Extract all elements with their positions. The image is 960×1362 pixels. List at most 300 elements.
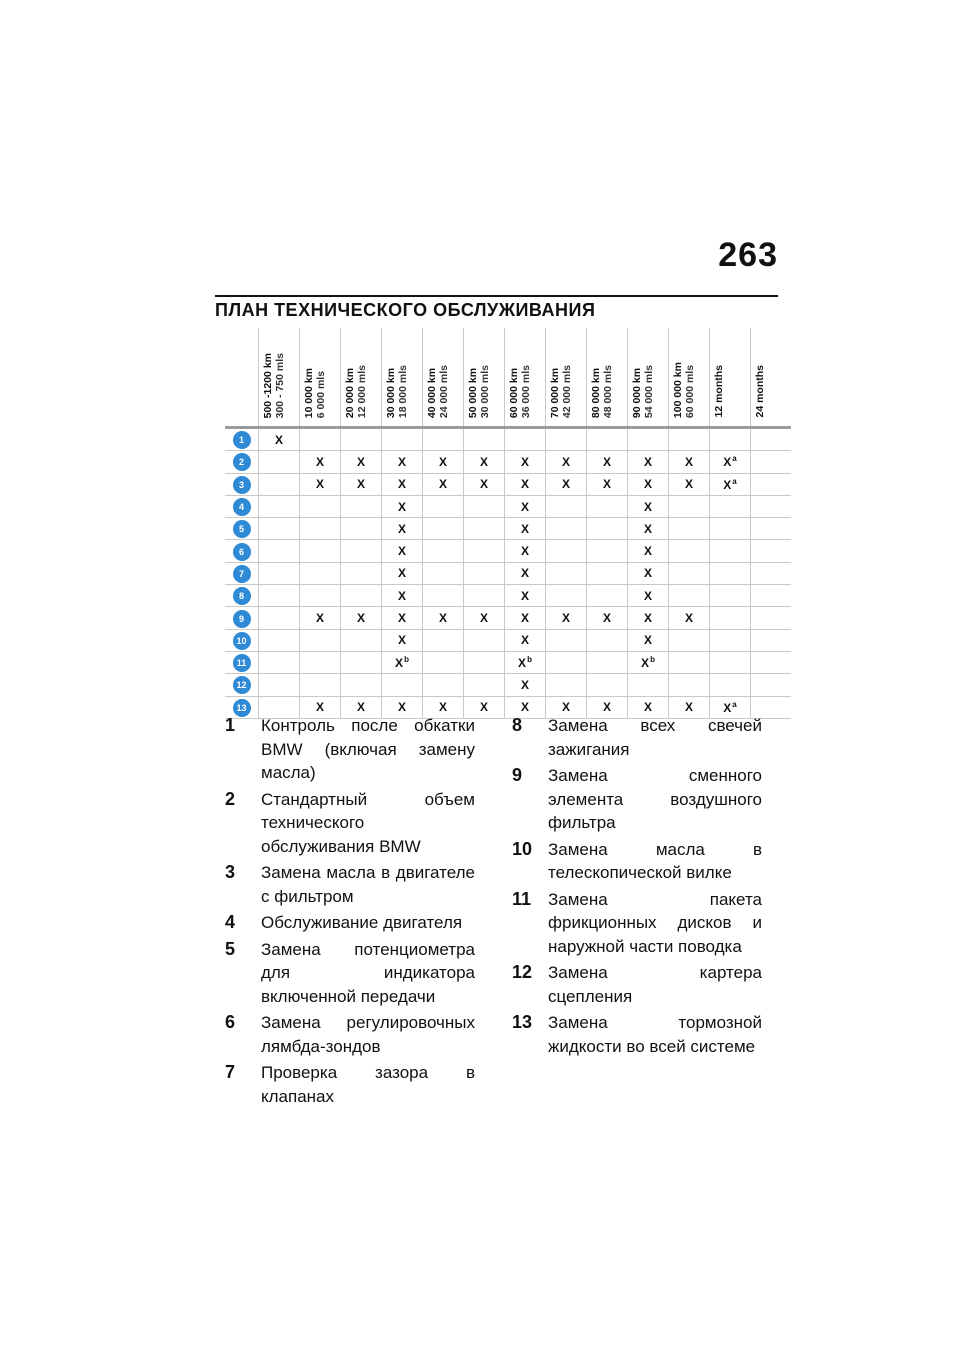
- schedule-cell: [751, 495, 792, 517]
- legend-item: [225, 1061, 475, 1108]
- interval-header: [300, 328, 341, 428]
- interval-km-label: 24 months: [754, 365, 766, 418]
- service-mark: X: [520, 677, 529, 692]
- schedule-cell: [546, 540, 587, 562]
- legend-right-column: [512, 714, 762, 1061]
- header-corner: [225, 328, 259, 428]
- row-number-badge: 6: [233, 543, 251, 561]
- schedule-cell: [587, 562, 628, 584]
- schedule-cell: [382, 674, 423, 696]
- row-badge-cell: [225, 451, 259, 473]
- service-mark: X: [643, 454, 652, 469]
- service-mark: X: [518, 656, 527, 671]
- schedule-cell: [464, 473, 505, 495]
- schedule-row: [225, 585, 791, 607]
- schedule-cell: [505, 629, 546, 651]
- schedule-cell: [669, 518, 710, 540]
- row-badge-cell: [225, 629, 259, 651]
- legend-number: 10: [512, 838, 533, 859]
- service-mark: X: [356, 700, 365, 715]
- schedule-cell: [423, 585, 464, 607]
- service-mark: X: [684, 454, 693, 469]
- service-mark: X: [397, 544, 406, 559]
- schedule-cell: [259, 495, 300, 517]
- service-mark: X: [520, 521, 529, 536]
- schedule-cell: [546, 674, 587, 696]
- interval-mls-label: 54 000 mls: [643, 364, 655, 418]
- schedule-cell: [382, 629, 423, 651]
- schedule-cell: [546, 562, 587, 584]
- row-badge-cell: [225, 607, 259, 629]
- schedule-cell: [546, 629, 587, 651]
- schedule-cell: [300, 473, 341, 495]
- schedule-cell: [341, 585, 382, 607]
- service-mark: X: [641, 656, 650, 671]
- service-mark: X: [643, 611, 652, 626]
- schedule-cell: [669, 629, 710, 651]
- service-mark: X: [397, 477, 406, 492]
- schedule-cell: [669, 607, 710, 629]
- interval-km-label: 50 000 km: [467, 367, 479, 418]
- service-mark: X: [395, 656, 404, 671]
- service-mark: X: [356, 454, 365, 469]
- schedule-cell: [464, 629, 505, 651]
- schedule-cell: [505, 674, 546, 696]
- service-mark: X: [274, 432, 283, 447]
- schedule-cell: [464, 651, 505, 673]
- schedule-cell: [464, 585, 505, 607]
- schedule-cell: [669, 585, 710, 607]
- service-mark: X: [602, 454, 611, 469]
- schedule-cell: [259, 585, 300, 607]
- service-mark: X: [438, 477, 447, 492]
- schedule-cell: [300, 451, 341, 473]
- schedule-cell: [382, 473, 423, 495]
- service-mark: X: [643, 700, 652, 715]
- schedule-cell: [587, 495, 628, 517]
- interval-header: [464, 328, 505, 428]
- schedule-cell: [300, 607, 341, 629]
- service-mark: X: [520, 611, 529, 626]
- service-mark: X: [397, 700, 406, 715]
- schedule-cell: [382, 495, 423, 517]
- legend-text: Замена сменного элемента воздушного фильтра: [548, 766, 762, 832]
- service-mark: X: [315, 700, 324, 715]
- row-badge-cell: [225, 428, 259, 451]
- service-mark: X: [520, 544, 529, 559]
- service-mark: X: [723, 455, 732, 470]
- row-number-badge: 3: [233, 476, 251, 494]
- schedule-cell: [751, 451, 792, 473]
- schedule-cell: [710, 495, 751, 517]
- schedule-cell: [751, 674, 792, 696]
- page-number: 263: [718, 236, 778, 274]
- legend-text: Замена регулировочных лямбда-зондов: [261, 1013, 475, 1056]
- interval-mls-label: 48 000 mls: [602, 364, 614, 418]
- service-mark: X: [602, 477, 611, 492]
- service-mark: X: [397, 588, 406, 603]
- interval-header: [259, 328, 300, 428]
- footnote-mark: b: [527, 655, 532, 665]
- schedule-cell: [300, 674, 341, 696]
- schedule-cell: [423, 518, 464, 540]
- schedule-cell: [259, 651, 300, 673]
- legend-item: [512, 764, 762, 835]
- legend-number: 12: [512, 962, 533, 982]
- row-number-badge: 11: [233, 654, 251, 672]
- schedule-row: [225, 540, 791, 562]
- row-badge-cell: [225, 585, 259, 607]
- legend-item: [225, 714, 475, 785]
- schedule-cell: [341, 629, 382, 651]
- schedule-cell: [546, 428, 587, 451]
- interval-mls-label: 24 000 mls: [438, 364, 450, 418]
- schedule-cell: [587, 629, 628, 651]
- schedule-cell: [341, 428, 382, 451]
- schedule-cell: [546, 585, 587, 607]
- schedule-cell: [259, 518, 300, 540]
- schedule-cell: [382, 562, 423, 584]
- schedule-cell: [382, 651, 423, 673]
- schedule-cell: [505, 562, 546, 584]
- interval-header: [341, 328, 382, 428]
- row-number-badge: 13: [233, 699, 251, 717]
- service-mark: X: [397, 611, 406, 626]
- row-badge-cell: [225, 518, 259, 540]
- service-mark: X: [520, 454, 529, 469]
- legend-number: 5: [225, 938, 236, 959]
- interval-mls-label: 300 - 750 mls: [274, 352, 286, 418]
- schedule-cell: [587, 473, 628, 495]
- service-mark: X: [356, 611, 365, 626]
- schedule-cell: [423, 562, 464, 584]
- schedule-cell: [751, 651, 792, 673]
- schedule-row: [225, 428, 791, 451]
- schedule-cell: [587, 540, 628, 562]
- footnote-mark: b: [404, 655, 409, 665]
- schedule-row: [225, 473, 791, 495]
- service-mark: X: [520, 700, 529, 715]
- schedule-cell: [710, 473, 751, 495]
- schedule-cell: [464, 540, 505, 562]
- interval-km-label: 12 months: [713, 365, 725, 418]
- legend-text: Замена потенциометра для индикатора включенной передачи: [261, 939, 475, 1006]
- footnote-mark: a: [732, 699, 737, 709]
- schedule-row: [225, 607, 791, 629]
- schedule-cell: [669, 473, 710, 495]
- legend-text: Стандартный объем технического обслуживания BMW: [261, 789, 475, 856]
- schedule-cell: [710, 651, 751, 673]
- schedule-cell: [259, 629, 300, 651]
- schedule-cell: [628, 540, 669, 562]
- legend-number: 13: [512, 1012, 533, 1032]
- service-mark: X: [438, 454, 447, 469]
- schedule-cell: [382, 585, 423, 607]
- row-number-badge: 5: [233, 520, 251, 538]
- schedule-cell: [628, 451, 669, 473]
- schedule-cell: [464, 518, 505, 540]
- legend-number: 11: [512, 888, 532, 909]
- row-number-badge: 1: [233, 431, 251, 449]
- legend-text: Контроль после обкатки BMW (включая замену масла): [261, 716, 475, 782]
- schedule-cell: [669, 540, 710, 562]
- schedule-cell: [546, 451, 587, 473]
- legend-item: [225, 861, 475, 908]
- schedule-cell: [751, 562, 792, 584]
- schedule-cell: [259, 428, 300, 451]
- schedule-cell: [464, 562, 505, 584]
- schedule-cell: [382, 540, 423, 562]
- schedule-cell: [587, 651, 628, 673]
- schedule-cell: [464, 428, 505, 451]
- schedule-cell: [464, 495, 505, 517]
- schedule-cell: [751, 607, 792, 629]
- service-mark: X: [356, 477, 365, 492]
- interval-header: [710, 328, 751, 428]
- legend-text: Замена пакета фрикционных дисков и наружной части поводка: [548, 889, 762, 956]
- schedule-cell: [710, 674, 751, 696]
- schedule-cell: [710, 607, 751, 629]
- schedule-cell: [628, 607, 669, 629]
- schedule-cell: [423, 629, 464, 651]
- schedule-cell: [259, 607, 300, 629]
- interval-mls-label: 36 000 mls: [520, 364, 532, 418]
- schedule-row: [225, 562, 791, 584]
- schedule-cell: [300, 518, 341, 540]
- schedule-cell: [587, 428, 628, 451]
- service-mark: X: [520, 588, 529, 603]
- service-mark: X: [479, 611, 488, 626]
- row-number-badge: 7: [233, 565, 251, 583]
- schedule-cell: [423, 674, 464, 696]
- schedule-cell: [341, 473, 382, 495]
- schedule-cell: [546, 518, 587, 540]
- service-mark: X: [520, 499, 529, 514]
- service-mark: X: [684, 700, 693, 715]
- service-mark: X: [684, 477, 693, 492]
- schedule-cell: [751, 540, 792, 562]
- schedule-header-row: [225, 328, 791, 428]
- schedule-cell: [669, 428, 710, 451]
- legend-number: 8: [512, 715, 523, 735]
- schedule-cell: [382, 518, 423, 540]
- schedule-cell: [259, 562, 300, 584]
- schedule-cell: [587, 607, 628, 629]
- schedule-cell: [300, 495, 341, 517]
- service-mark: X: [561, 477, 570, 492]
- legend-text: Замена всех свечей зажигания: [548, 716, 762, 759]
- service-mark: X: [397, 499, 406, 514]
- title-rule: [215, 295, 778, 297]
- schedule-cell: [628, 585, 669, 607]
- schedule-cell: [505, 495, 546, 517]
- schedule-cell: [628, 651, 669, 673]
- legend-item: [225, 788, 475, 859]
- schedule-cell: [505, 428, 546, 451]
- service-mark: X: [315, 454, 324, 469]
- schedule-cell: [710, 540, 751, 562]
- interval-header: [587, 328, 628, 428]
- schedule-cell: [341, 495, 382, 517]
- schedule-cell: [546, 473, 587, 495]
- service-mark: X: [643, 588, 652, 603]
- schedule-cell: [669, 562, 710, 584]
- service-mark: X: [520, 633, 529, 648]
- interval-header: [382, 328, 423, 428]
- schedule-cell: [259, 451, 300, 473]
- schedule-cell: [751, 629, 792, 651]
- schedule-row: [225, 518, 791, 540]
- interval-header: [546, 328, 587, 428]
- schedule-cell: [710, 451, 751, 473]
- service-mark: X: [561, 700, 570, 715]
- schedule-cell: [423, 495, 464, 517]
- service-mark: X: [561, 454, 570, 469]
- schedule-cell: [751, 585, 792, 607]
- schedule-cell: [300, 651, 341, 673]
- interval-mls-label: 12 000 mls: [356, 364, 368, 418]
- schedule-cell: [341, 607, 382, 629]
- legend-number: 4: [225, 912, 236, 932]
- service-mark: X: [520, 566, 529, 581]
- schedule-cell: [505, 451, 546, 473]
- schedule-cell: [669, 451, 710, 473]
- legend-item: [512, 838, 762, 885]
- legend-number: 1: [225, 715, 236, 735]
- schedule-cell: [423, 540, 464, 562]
- service-mark: X: [561, 611, 570, 626]
- service-mark: X: [643, 499, 652, 514]
- schedule-cell: [587, 451, 628, 473]
- service-mark: X: [643, 566, 652, 581]
- service-mark: X: [723, 477, 732, 492]
- interval-mls-label: 6 000 mls: [315, 370, 327, 418]
- schedule-cell: [710, 585, 751, 607]
- schedule-cell: [300, 540, 341, 562]
- legend-item: [225, 938, 475, 1009]
- schedule-cell: [464, 451, 505, 473]
- schedule-cell: [505, 607, 546, 629]
- schedule-cell: [710, 428, 751, 451]
- row-number-badge: 10: [233, 632, 251, 650]
- interval-mls-label: 30 000 mls: [479, 364, 491, 418]
- footnote-mark: b: [650, 655, 655, 665]
- interval-km-label: 60 000 km: [508, 367, 520, 418]
- schedule-cell: [505, 473, 546, 495]
- schedule-cell: [710, 629, 751, 651]
- schedule-cell: [546, 607, 587, 629]
- legend-item: [512, 888, 762, 959]
- interval-header: [423, 328, 464, 428]
- service-mark: X: [315, 611, 324, 626]
- schedule-cell: [464, 674, 505, 696]
- service-mark: X: [315, 477, 324, 492]
- legend-item: [512, 961, 762, 1008]
- service-mark: X: [643, 477, 652, 492]
- interval-km-label: 20 000 km: [344, 367, 356, 418]
- schedule-row: [225, 651, 791, 673]
- schedule-cell: [300, 629, 341, 651]
- schedule-cell: [341, 562, 382, 584]
- service-mark: X: [520, 477, 529, 492]
- service-mark: X: [397, 566, 406, 581]
- schedule-row: [225, 674, 791, 696]
- legend-left-column: [225, 714, 475, 1111]
- interval-km-label: 500 -1200 km: [262, 352, 274, 418]
- service-mark: X: [397, 521, 406, 536]
- service-mark: X: [643, 544, 652, 559]
- service-mark: X: [602, 700, 611, 715]
- schedule-cell: [628, 562, 669, 584]
- legend-item: [225, 911, 475, 935]
- schedule-cell: [628, 428, 669, 451]
- legend-number: 9: [512, 765, 523, 785]
- schedule-cell: [423, 651, 464, 673]
- legend-text: Обслуживание двигателя: [261, 913, 463, 932]
- legend-number: 7: [225, 1062, 236, 1082]
- legend-item: [512, 714, 762, 761]
- schedule-cell: [669, 674, 710, 696]
- service-mark: X: [397, 454, 406, 469]
- schedule-cell: [300, 585, 341, 607]
- schedule-cell: [382, 428, 423, 451]
- interval-mls-label: 60 000 mls: [684, 364, 696, 418]
- row-number-badge: 4: [233, 498, 251, 516]
- schedule-cell: [423, 473, 464, 495]
- interval-km-label: 30 000 km: [385, 367, 397, 418]
- footnote-mark: a: [732, 454, 737, 464]
- schedule-cell: [628, 674, 669, 696]
- schedule-cell: [587, 585, 628, 607]
- interval-header: [751, 328, 792, 428]
- schedule-cell: [382, 451, 423, 473]
- interval-km-label: 10 000 km: [303, 367, 315, 418]
- legend-text: Замена масла в телескопической вилке: [548, 839, 762, 882]
- schedule-cell: [300, 562, 341, 584]
- schedule-row: [225, 629, 791, 651]
- interval-km-label: 100 000 km: [672, 361, 684, 418]
- service-mark: X: [602, 611, 611, 626]
- schedule-cell: [259, 540, 300, 562]
- schedule-cell: [710, 562, 751, 584]
- legend-item: [512, 1011, 762, 1058]
- row-badge-cell: [225, 674, 259, 696]
- schedule-cell: [341, 540, 382, 562]
- row-number-badge: 9: [233, 610, 251, 628]
- schedule-cell: [628, 495, 669, 517]
- row-number-badge: 2: [233, 453, 251, 471]
- schedule-cell: [628, 518, 669, 540]
- schedule-cell: [259, 473, 300, 495]
- schedule-cell: [259, 674, 300, 696]
- schedule-cell: [464, 607, 505, 629]
- service-mark: X: [438, 611, 447, 626]
- schedule-cell: [341, 674, 382, 696]
- interval-mls-label: 18 000 mls: [397, 364, 409, 418]
- interval-mls-label: 42 000 mls: [561, 364, 573, 418]
- schedule-cell: [505, 518, 546, 540]
- schedule-cell: [423, 607, 464, 629]
- row-badge-cell: [225, 651, 259, 673]
- schedule-cell: [628, 473, 669, 495]
- legend-number: 2: [225, 788, 236, 809]
- row-number-badge: 8: [233, 587, 251, 605]
- schedule-cell: [341, 651, 382, 673]
- service-mark: X: [643, 633, 652, 648]
- interval-header: [628, 328, 669, 428]
- interval-header: [505, 328, 546, 428]
- schedule-cell: [751, 473, 792, 495]
